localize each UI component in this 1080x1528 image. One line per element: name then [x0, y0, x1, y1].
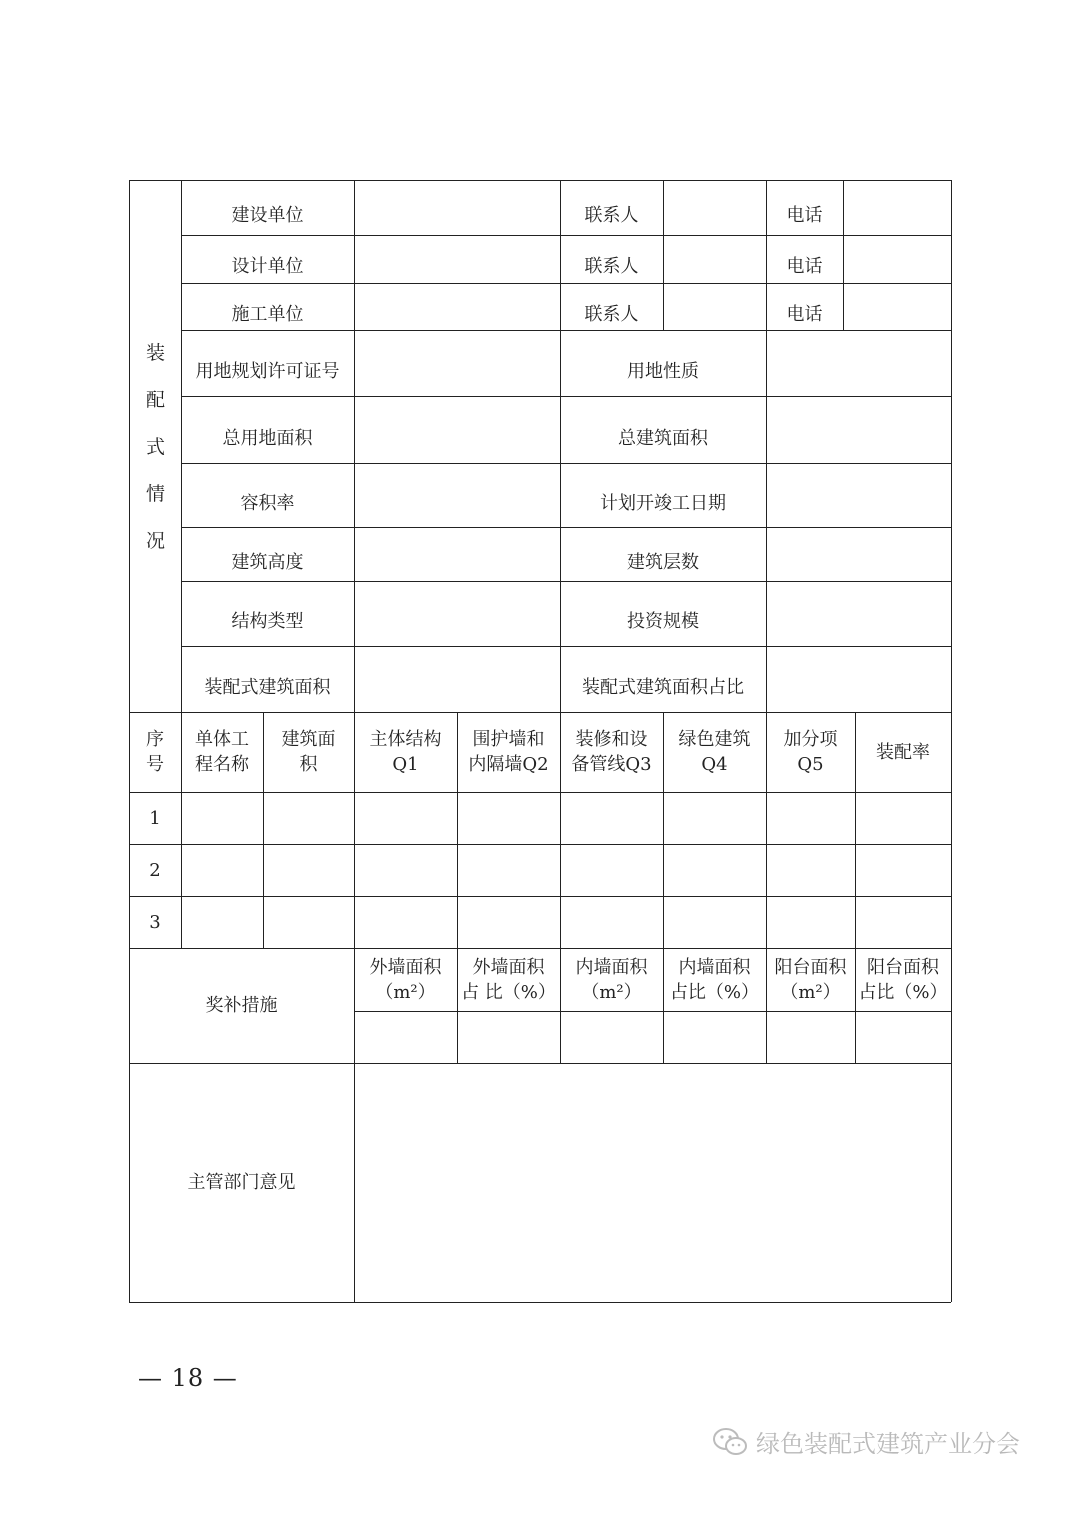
section-label-char: 装 [145, 342, 165, 364]
header-main-structure: 主体结构 Q1 [369, 729, 442, 775]
wechat-icon [712, 1427, 748, 1457]
section-label [130, 330, 181, 565]
watermark [712, 1424, 1020, 1459]
incentive-header-interior-area: 内墙面积 （m²） [575, 956, 648, 1003]
land-use-label: 用地性质 [627, 360, 699, 382]
building-floors-label: 建筑层数 [627, 551, 699, 573]
header-project-name: 单体工 程名称 [195, 729, 249, 775]
section-label-char: 式 [145, 436, 165, 458]
planned-date-label: 计划开竣工日期 [600, 492, 726, 514]
rule-line [129, 896, 951, 897]
total-land-area-value[interactable] [354, 396, 560, 463]
construction-phone-label: 电话 [786, 204, 823, 226]
incentive-header-interior-ratio: 内墙面积 占比（%） [669, 956, 760, 1003]
building-height-label: 建筑高度 [231, 551, 304, 573]
opinion-value[interactable] [354, 1063, 951, 1302]
incentive-header-balcony-ratio: 阳台面积 占比（%） [858, 956, 948, 1003]
investment-scale-value[interactable] [766, 581, 951, 646]
design-unit-label: 设计单位 [231, 255, 304, 277]
rule-line [129, 1302, 951, 1303]
section-label-char: 配 [145, 389, 165, 411]
row-index: 3 [149, 911, 161, 933]
plot-ratio-value[interactable] [354, 463, 560, 527]
section-label-char: 情 [145, 483, 165, 505]
header-building-area: 建筑面 积 [281, 729, 336, 775]
row-index: 2 [149, 859, 161, 881]
investment-scale-label: 投资规模 [627, 611, 699, 632]
prefab-area-ratio-label: 装配式建筑面积占比 [582, 676, 744, 698]
rule-line [129, 792, 951, 793]
opinion-label: 主管部门意见 [187, 1172, 296, 1193]
design-phone-value[interactable] [843, 235, 951, 283]
planned-date-value[interactable] [766, 463, 951, 527]
builder-unit-value[interactable] [354, 283, 560, 330]
construction-unit-value[interactable] [354, 180, 560, 235]
rule-line [951, 180, 952, 1302]
rule-line [129, 844, 951, 845]
land-use-value[interactable] [766, 330, 951, 396]
design-contact-value[interactable] [663, 235, 766, 283]
builder-unit-label: 施工单位 [231, 303, 304, 325]
header-index: 序 号 [146, 729, 164, 775]
header-green-building: 绿色建筑 Q4 [678, 729, 751, 775]
prefab-area-ratio-value[interactable] [766, 646, 951, 712]
design-contact-label: 联系人 [584, 255, 639, 277]
incentives-label: 奖补措施 [205, 995, 278, 1016]
land-permit-value[interactable] [354, 330, 560, 396]
builder-phone-label: 电话 [786, 303, 823, 325]
total-building-area-label: 总建筑面积 [618, 428, 708, 449]
land-permit-label: 用地规划许可证号 [195, 360, 340, 382]
construction-unit-label: 建设单位 [231, 204, 304, 226]
builder-contact-value[interactable] [663, 283, 766, 330]
builder-contact-label: 联系人 [584, 303, 639, 325]
prefab-area-value[interactable] [354, 646, 560, 712]
builder-phone-value[interactable] [843, 283, 951, 330]
incentive-header-exterior-ratio: 外墙面积 占 比（%） [461, 956, 556, 1003]
rule-line [354, 1011, 951, 1012]
structure-type-label: 结构类型 [231, 611, 304, 632]
incentive-header-exterior-area: 外墙面积 （m²） [369, 956, 442, 1003]
plot-ratio-label: 容积率 [240, 492, 295, 514]
incentive-header-balcony-area: 阳台面积 （m²） [774, 956, 847, 1003]
design-unit-value[interactable] [354, 235, 560, 283]
total-land-area-label: 总用地面积 [222, 428, 313, 449]
construction-phone-value[interactable] [843, 180, 951, 235]
construction-contact-value[interactable] [663, 180, 766, 235]
building-floors-value[interactable] [766, 527, 951, 581]
row-index: 1 [149, 807, 161, 829]
header-bonus: 加分项 Q5 [783, 729, 838, 775]
header-decoration: 装修和设 备管线Q3 [571, 729, 652, 775]
header-walls: 围护墙和 内隔墙Q2 [468, 729, 549, 775]
building-height-value[interactable] [354, 527, 560, 581]
design-phone-label: 电话 [786, 255, 823, 277]
page-number: — 18 — [138, 1364, 238, 1392]
header-assembly-rate: 装配率 [876, 741, 930, 763]
construction-contact-label: 联系人 [584, 204, 639, 226]
watermark-text: 绿色装配式建筑产业分会 [756, 1430, 1020, 1458]
structure-type-value[interactable] [354, 581, 560, 646]
total-building-area-value[interactable] [766, 396, 951, 463]
prefab-area-label: 装配式建筑面积 [204, 676, 331, 698]
section-label-char: 况 [145, 530, 165, 552]
